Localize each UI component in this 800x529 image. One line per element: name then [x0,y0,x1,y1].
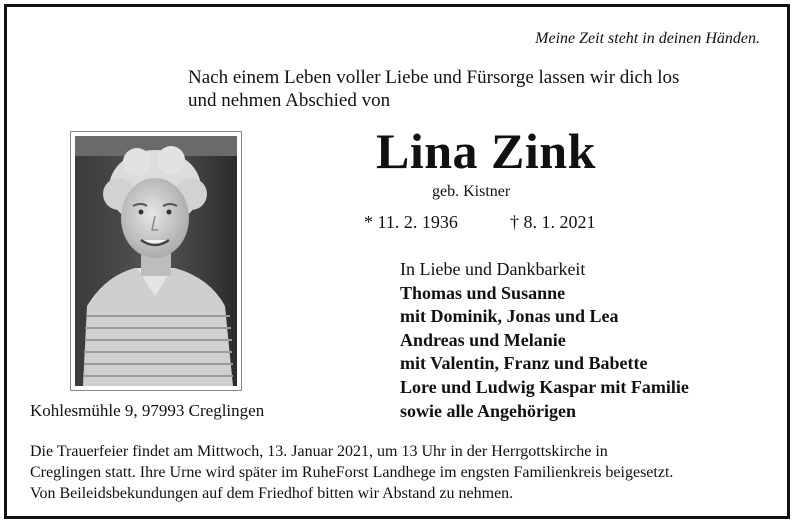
intro-line: Nach einem Leben voller Liebe und Fürsorge lassen wir dich los [188,67,680,88]
mourner-line: mit Valentin, Franz und Babette [400,353,648,374]
mourners-block [400,258,689,423]
notice-line: Die Trauerfeier findet am Mittwoch, 13. Januar 2021, um 13 Uhr in der Herrgottskirche in [30,443,608,460]
mourner-line: Lore und Ludwig Kaspar mit Familie [400,376,689,397]
mourner-line: sowie alle Angehörigen [400,400,576,421]
deceased-name: Lina Zink [376,123,596,179]
birth-date: * 11. 2. 1936 [364,212,458,232]
mourner-line: Thomas und Susanne [400,282,566,303]
address: Kohlesmühle 9, 97993 Creglingen [30,401,265,420]
portrait-photo-image [75,136,237,386]
funeral-notice [30,441,673,504]
notice-line: Creglingen statt. Ihre Urne wird später im RuheForst Landhege im engsten Familienkreis beigesetzt. [30,464,674,481]
intro-line: und nehmen Abschied von [188,90,391,111]
mourners-intro: In Liebe und Dankbarkeit [400,259,586,279]
notice-line: Von Beileidsbekundungen auf dem Friedhof bitten wir Abstand zu nehmen. [30,485,514,502]
portrait-photo [70,131,242,391]
mourner-line: mit Dominik, Jonas und Lea [400,306,619,327]
maiden-name: geb. Kistner [432,183,511,200]
motto-quote: Meine Zeit steht in deinen Händen. [535,30,760,47]
mourner-line: Andreas und Melanie [400,329,566,350]
intro-text [188,66,679,112]
death-date: † 8. 1. 2021 [510,212,596,232]
